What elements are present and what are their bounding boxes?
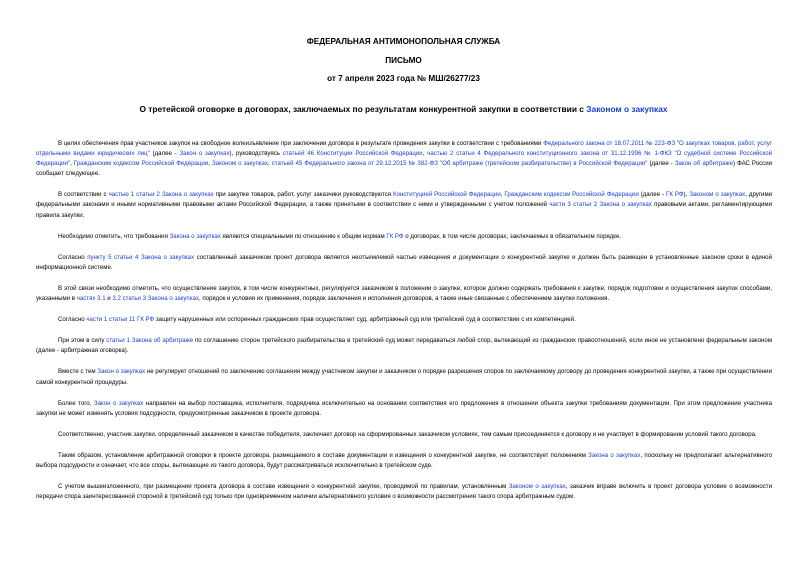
paragraph-text: Согласно [58, 316, 87, 324]
law-reference-link[interactable]: Гражданским кодексом Российской Федерации [73, 160, 209, 168]
law-reference-link[interactable]: Законом о закупках [689, 191, 746, 199]
paragraph-text: , [268, 160, 272, 168]
paragraph-text: В соответствии с [58, 191, 109, 199]
document-type: ПИСЬМО [385, 56, 422, 65]
paragraph-text: ), руководствуясь [229, 150, 283, 158]
paragraph-text: , [422, 150, 428, 158]
paragraph-text: Необходимо отметить, что требования [58, 232, 170, 240]
law-reference-link[interactable]: Закона о закупках [169, 232, 221, 240]
paragraph-text: , другими федеральными законами и иными нормативными правовыми актами Российской Федерации, а также принятыми в соответствии с ними и утвержденными с учетом положений [36, 191, 773, 209]
paragraph-text: , [208, 160, 212, 168]
law-reference-link[interactable]: частях 3.1 [76, 295, 106, 303]
law-reference-link[interactable]: статьей 45 Федерального закона от 29.12.2015 № 382-ФЗ "Об арбитраже (третейском разбирательстве) в Российской Федерации" [271, 160, 648, 168]
paragraph [36, 190, 772, 220]
document-subject [0, 104, 807, 114]
paragraph-text: при закупке товаров, работ, услуг заказчики руководствуются [213, 191, 394, 199]
paragraph-text: , заказчик вправе включить в проект договора условие о возможности передачи спора заинтересованной стороной в третейский суд только при одновременном наличии альтернативного условия о возможности рассмотрения такого спора арбитражным судом. [36, 483, 772, 501]
law-reference-link[interactable]: пункту 5 статьи 4 Закона о закупках [87, 253, 194, 261]
paragraph [36, 139, 772, 179]
paragraph-text: Таким образом, установление арбитражной оговорки в проекте договора, размещаемого в составе документации и извещения о конкурентной закупке, не соответствует положениям [58, 451, 589, 459]
law-reference-link[interactable]: статьей 46 Конституции Российской Федерации [282, 150, 423, 158]
law-reference-link[interactable]: частью 1 статьи 2 Закона о закупках [108, 191, 214, 199]
paragraph [36, 315, 772, 325]
paragraph-text: , поскольку не предполагает альтернативного выбора подсудности и означает, что все споры, вытекающие из такого договора, будут рассматриваться исключительно в третейском суде. [36, 451, 772, 469]
law-reference-link[interactable]: Федерального закона от 18.07.2011 № 223-ФЗ "О закупках товаров, работ, услуг отдельными видами юридических лиц" [36, 140, 772, 158]
agency-title: ФЕДЕРАЛЬНАЯ АНТИМОНОПОЛЬНАЯ СЛУЖБА [306, 37, 501, 46]
law-reference-link[interactable]: частью 2 статьи 4 Федерального конституционного закона от 31.12.1996 № 1-ФКЗ "О судебной системе Российской Федерации" [36, 150, 772, 168]
paragraph-text: (далее - [149, 150, 180, 158]
paragraph-text: составленный заказчиком проект договора является неотъемлемой частью извещения и документации о конкурентной закупке и должен быть размещен в установленные законом сроки в единой информационной системе. [36, 253, 772, 271]
law-reference-link[interactable]: ГК РФ [666, 191, 684, 199]
paragraph [36, 399, 772, 419]
paragraph-text: , [70, 160, 74, 168]
law-reference-link[interactable]: части 3 статьи 2 Закона о закупках [549, 201, 652, 209]
paragraph-text: С учетом вышеизложенного, при размещении проекта договора в составе извещения о конкурентной закупке, проводимой по правилам, установленным [58, 483, 509, 491]
paragraph-text: В целях обеспечения прав участников закупок на свободное волеизъявление при заключении договора в результате проведения закупки в соответствии с требованиями [58, 140, 544, 147]
law-reference-link[interactable]: статьи 1 Закона об арбитраже [106, 337, 194, 345]
paragraph-text: , [500, 191, 505, 199]
paragraph-text: (далее - [638, 191, 667, 199]
law-reference-link[interactable]: Закон о закупках [179, 150, 230, 158]
law-reference-link[interactable]: части 1 статьи 11 ГК РФ [86, 316, 155, 324]
paragraph-text: направлен на выбор поставщика, исполнителя, подрядчика исключительно на основании соответствия его предложения в отношении объекта закупки требованиям документации. При этом предложение участника закупки не может изменять условия подсудности, предусмотренные заказчиком в проекте договора. [36, 399, 772, 417]
law-reference-link[interactable]: Законом о закупках [211, 160, 268, 168]
paragraph [36, 430, 772, 440]
paragraph-text: Вместе с тем [58, 368, 98, 376]
paragraph-text: ) ФАС России сообщает следующее. [36, 160, 773, 178]
paragraph-text: (далее - [647, 160, 675, 168]
document-date-number: от 7 апреля 2023 года № МШ/26277/23 [327, 74, 480, 83]
law-reference-link[interactable]: Законом о закупках [508, 483, 566, 491]
paragraph [36, 232, 772, 242]
law-reference-link[interactable]: Закон о закупках [97, 368, 146, 376]
paragraph [36, 336, 772, 356]
paragraph-text: не регулирует отношений по заключению соглашения между участником закупки и заказчиком о порядке разрешения споров по заключаемому договору до проведения конкурентной закупки, а также при осуществлении самой конкурентной процедуры. [36, 368, 772, 386]
paragraph-text: о договорах, в том числе договорах, заключаемых в обязательном порядке. [403, 232, 622, 240]
law-reference-link[interactable]: Конституцией Российской Федерации [393, 191, 501, 199]
paragraph-text: При этом в силу [58, 337, 107, 345]
paragraph-text: и [105, 295, 113, 303]
paragraph-text: В этой связи необходимо отметить, что осуществление закупок, в том числе конкурентных, регулируется заказчиком в положении о закупке, которое должно содержать требования к закупке, порядок подготовки и осуществления закупок способами, указанными в [36, 284, 772, 303]
paragraph [36, 253, 772, 273]
paragraph-text: являются специальными по отношению к общим нормам [220, 232, 387, 240]
paragraph-text: ), [683, 191, 690, 199]
subject-law-link[interactable]: Законом о закупках [586, 104, 668, 114]
paragraph [36, 482, 772, 502]
law-reference-link[interactable]: ГК РФ [386, 232, 404, 240]
paragraph-text: по соглашению сторон третейского разбирательства в третейский суд может передаваться любой спор, вытекающий из гражданских правоотношений, если иное не установлено федеральным законом (далее - арбитражная оговорка). [36, 337, 772, 355]
law-reference-link[interactable]: Закон о закупках [93, 399, 144, 407]
law-reference-link[interactable]: Закон об арбитраже [674, 160, 734, 168]
paragraph-text: , порядок и условия их применения, порядок заключения и исполнения договоров, а также иные связанные с обеспечением закупки положения. [198, 295, 610, 303]
paragraph-text: Согласно [58, 253, 88, 261]
document-body [36, 139, 772, 513]
paragraph-text: Более того, [58, 399, 94, 407]
paragraph [36, 284, 772, 304]
paragraph-text: правовыми актами, регламентирующими правила закупки. [36, 201, 772, 219]
paragraph-text: Соответственно, участник закупки, определенный заказчиком в качестве победителя, заключает договор на сформированных заказчиком условиях, тем самым присоединяется к договору и не участвует в формировании условий такого договора. [58, 430, 757, 438]
paragraph [36, 367, 772, 387]
paragraph [36, 451, 772, 471]
law-reference-link[interactable]: Гражданским кодексом Российской Федерации [504, 191, 639, 199]
subject-text: О третейской оговорке в договорах, заключаемых по результатам конкурентной закупки в соответствии с [139, 104, 587, 114]
law-reference-link[interactable]: Закона о закупках [588, 451, 641, 459]
paragraph-text: защиту нарушенных или оспоренных гражданских прав осуществляет суд, арбитражный суд или третейский суд в соответствии с их компетенцией. [154, 316, 576, 324]
law-reference-link[interactable]: 3.2 статьи 3 Закона о закупках [112, 295, 199, 303]
